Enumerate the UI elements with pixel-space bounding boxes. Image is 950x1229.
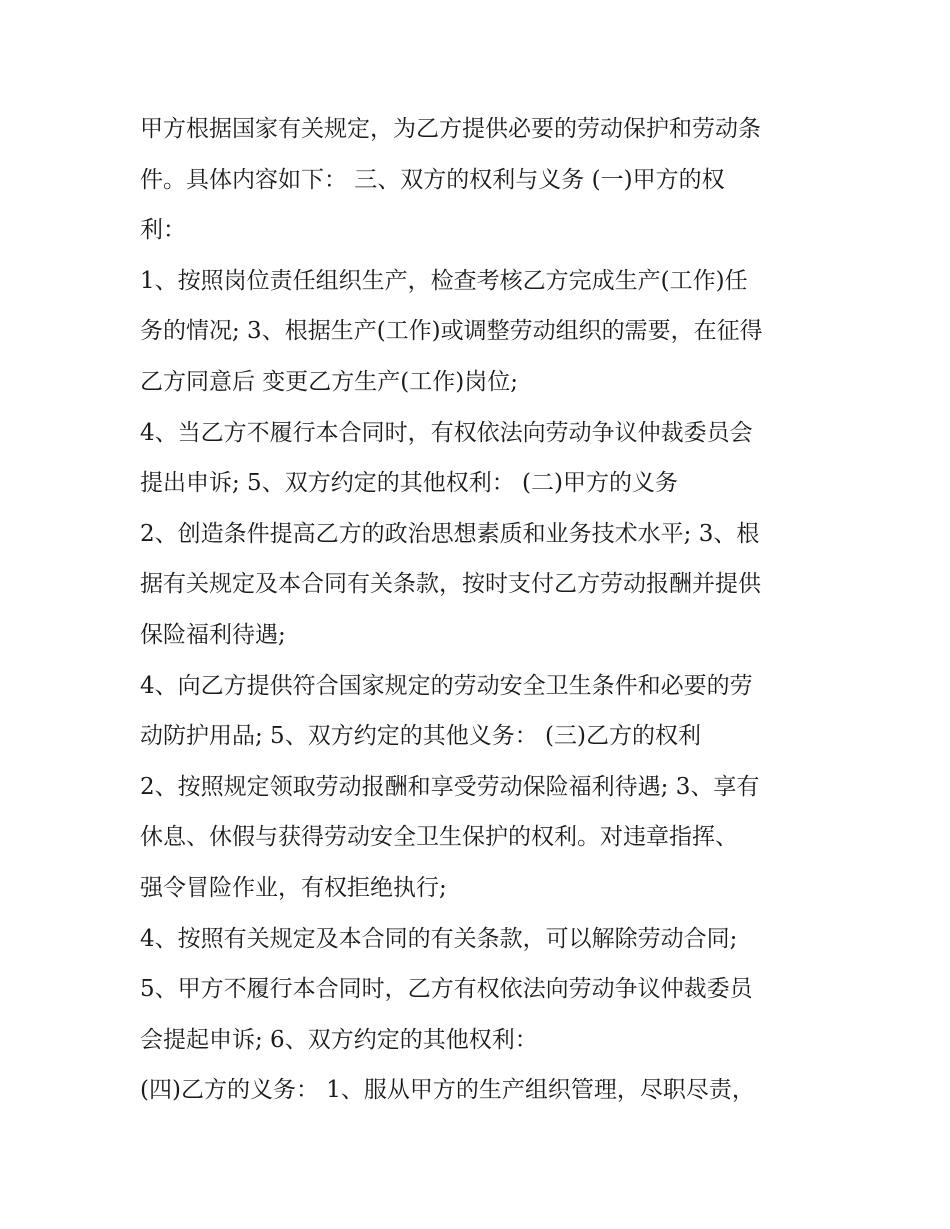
text-line: 4、向乙方提供符合国家规定的劳动安全卫生条件和必要的劳: [140, 672, 753, 699]
text-line: 4、当乙方不履行本合同时，有权依法向劳动争议仲裁委员会: [140, 419, 753, 446]
text-line: 乙方同意后 变更乙方生产(工作)岗位;: [140, 368, 519, 395]
text-line: 甲方根据国家有关规定，为乙方提供必要的劳动保护和劳动条: [140, 116, 761, 142]
text-line: 件。具体内容如下： 三、双方的权利与义务 (一)甲方的权: [140, 166, 725, 193]
text-line: 2、按照规定领取劳动报酬和享受劳动保险福利待遇; 3、享有: [140, 773, 760, 800]
text-line: 5、甲方不履行本合同时，乙方有权依法向劳动争议仲裁委员: [140, 976, 753, 1003]
contract-text-block: [140, 104, 820, 1116]
text-line: 4、按照有关规定及本合同的有关条款，可以解除劳动合同;: [140, 925, 738, 952]
text-line: 保险福利待遇;: [140, 621, 286, 648]
text-line: 会提起申诉; 6、双方约定的其他权利：: [140, 1026, 538, 1053]
text-line: 据有关规定及本合同有关条款，按时支付乙方劳动报酬并提供: [140, 571, 761, 598]
text-line: 强令冒险作业，有权拒绝执行;: [140, 874, 447, 901]
text-line: 动防护用品; 5、双方约定的其他义务： (三)乙方的权利: [140, 723, 701, 750]
text-line: 2、创造条件提高乙方的政治思想素质和业务技术水平; 3、根: [140, 520, 760, 547]
text-line: 利：: [140, 217, 186, 244]
text-line: 1、按照岗位责任组织生产，检查考核乙方完成生产(工作)任: [140, 267, 748, 294]
text-line: 务的情况; 3、根据生产(工作)或调整劳动组织的需要，在征得: [140, 318, 763, 345]
text-line: 休息、休假与获得劳动安全卫生保护的权利。对违章指挥、: [140, 824, 738, 851]
text-line: (四)乙方的义务： 1、服从甲方的生产组织管理，尽职尽责，: [140, 1077, 755, 1104]
text-line: 提出申诉; 5、双方约定的其他权利： (二)甲方的义务: [140, 470, 678, 497]
